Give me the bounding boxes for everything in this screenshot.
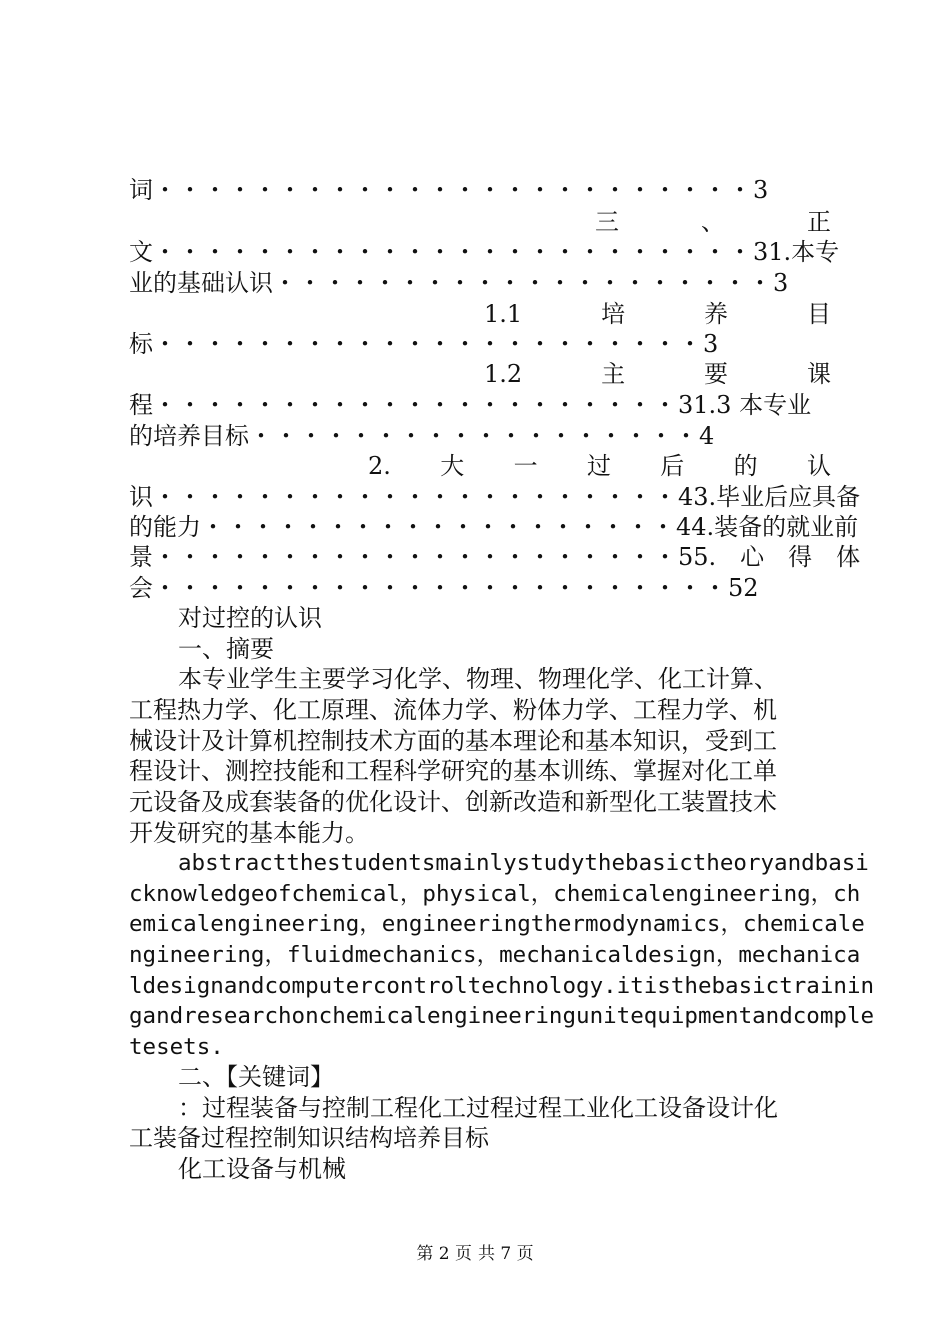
toc-line: 文・・・・・・・・・・・・・・・・・・・・・・・・31.本专 [129,238,840,266]
abstract-en-line: cknowledgeofchemical，physical，chemicalengineering，ch [129,881,861,907]
toc-leader: ・・・・・・・・・・・・・・・・・・・・・ [153,483,678,511]
toc-line-spread: 1.1 培 养 目 [484,300,831,328]
abstract-en-line: abstractthestudentsmainlystudythebasictheoryandbasi [178,850,869,876]
abstract-cn-line: 程设计、测控技能和工程科学研究的基本训练、掌握对化工单 [129,757,777,785]
toc-line: 识・・・・・・・・・・・・・・・・・・・・・43.毕业后应具备 [129,483,861,511]
toc-line: 景・・・・・・・・・・・・・・・・・・・・・55. 心 得 体 [129,543,861,571]
abstract-cn-line: 开发研究的基本能力。 [129,819,369,847]
toc-line: 标・・・・・・・・・・・・・・・・・・・・・・3 [129,330,719,358]
toc-line-spread: 2. 大 一 过 后 的 认 [368,452,831,480]
toc-line: 程・・・・・・・・・・・・・・・・・・・・・31.3 本专业 [129,391,812,419]
toc-line: 业的基础认识・・・・・・・・・・・・・・・・・・・・3 [129,269,789,297]
toc-leader: ・・・・・・・・・・・・・・・・・・・・・・・・ [153,238,753,266]
abstract-cn-line: 工程热力学、化工原理、流体力学、粉体力学、工程力学、机 [129,696,777,724]
toc-line: 词・・・・・・・・・・・・・・・・・・・・・・・・3 [129,176,769,204]
toc-leader: ・・・・・・・・・・・・・・・・・・・・・・ [153,330,703,358]
abstract-en-line: ngineering，fluidmechanics，mechanicaldesign，mechanica [129,942,861,968]
toc-line: 的培养目标・・・・・・・・・・・・・・・・・・4 [129,422,715,450]
page-footer [0,1243,950,1265]
page-number: 第 2 页 [416,1244,472,1264]
toc-leader: ・・・・・・・・・・・・・・・・・・・・・・・ [153,574,728,602]
keywords-title: 二、【关键词】 [178,1063,334,1091]
abstract-cn-line: 元设备及成套装备的优化设计、创新改造和新型化工装置技术 [129,788,777,816]
toc-line-spread: 1.2 主 要 课 [484,360,831,388]
abstract-en-line: emicalengineering，engineeringthermodynamics，chemicale [129,911,865,937]
abstract-cn-line: 械设计及计算机控制技术方面的基本理论和基本知识，受到工 [129,727,777,755]
abstract-en-line: gandresearchonchemicalengineeringunitequipmentandcomple [129,1003,875,1029]
toc-leader: ・・・・・・・・・・・・・・・・・・・・ [273,269,773,297]
toc-leader: ・・・・・・・・・・・・・・・・・・・・・ [153,543,678,571]
toc-leader: ・・・・・・・・・・・・・・・・・・・ [201,513,676,541]
section-heading: 对过控的认识 [178,604,322,632]
toc-line: 会・・・・・・・・・・・・・・・・・・・・・・・52 [129,574,759,602]
abstract-en-line: tesets. [129,1034,224,1060]
toc-leader: ・・・・・・・・・・・・・・・・・・・・・ [153,391,678,419]
abstract-en-line: ldesignandcomputercontroltechnology.itisthebasictrainin [129,973,875,999]
toc-line-spread: 三 、 正 [595,208,831,236]
keywords-line: 工装备过程控制知识结构培养目标 [129,1124,489,1152]
page-total: 共 7 页 [478,1244,534,1264]
toc-line: 的能力・・・・・・・・・・・・・・・・・・・44.装备的就业前 [129,513,859,541]
toc-leader: ・・・・・・・・・・・・・・・・・・・・・・・・ [153,176,753,204]
keywords-line: ：过程装备与控制工程化工过程过程工业化工设备设计化 [178,1094,778,1122]
section-subheading: 化工设备与机械 [178,1155,346,1183]
abstract-title: 一、摘要 [178,635,274,663]
toc-leader: ・・・・・・・・・・・・・・・・・・ [249,422,699,450]
abstract-cn-line: 本专业学生主要学习化学、物理、物理化学、化工计算、 [178,665,778,693]
